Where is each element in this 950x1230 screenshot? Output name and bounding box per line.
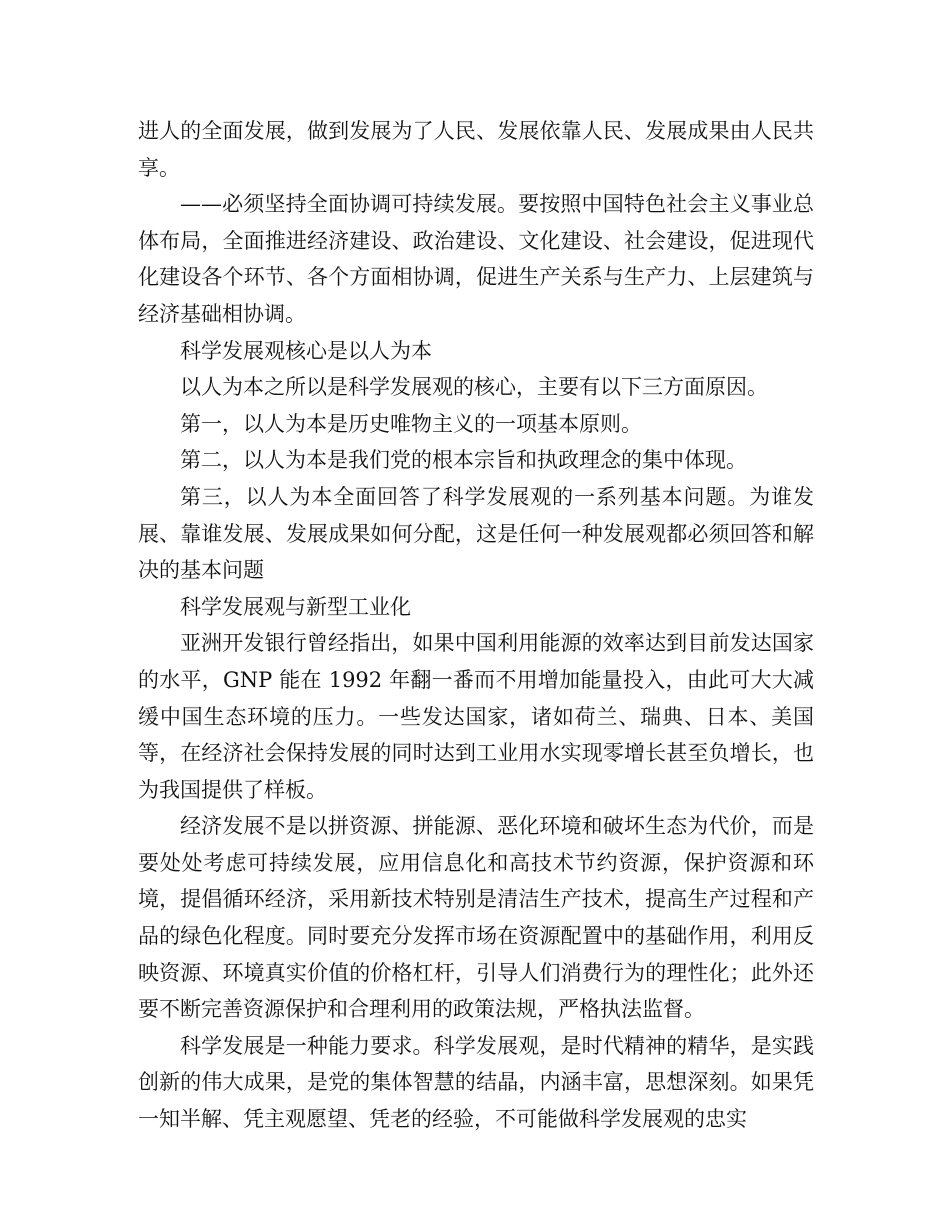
paragraph-reason-two: 第二，以人为本是我们党的根本宗旨和执政理念的集中体现。 [180,448,747,473]
section-heading-people-oriented: 科学发展观核心是以人为本 [180,338,432,363]
paragraph-three-reasons: 以人为本之所以是科学发展观的核心，主要有以下三方面原因。 [180,375,768,400]
paragraph-sustainable-development: ——必须坚持全面协调可持续发展。要按照中国特色社会主义事业总体布局，全面推进经济建设、政治建设、文化建设、社会建设，促进现代化建设各个环节、各个方面相协调，促进生产关系与生产力、上层建筑与经济基础相协调。 [138,192,814,326]
paragraph-ability-requirement: 科学发展是一种能力要求。科学发展观，是时代精神的精华，是实践创新的伟大成果，是党的集体智慧的结晶，内涵丰富，思想深刻。如果凭一知半解、凭主观愿望、凭老的经验，不可能做科学发展观的忠实 [138,1033,814,1132]
paragraph-adb: 亚洲开发银行曾经指出，如果中国利用能源的效率达到目前发达国家的水平，GNP 能在 1992 年翻一番而不用增加能量投入，由此可大大减缓中国生态环境的压力。一些发达国家，诸如荷兰、瑞典、日本、美国等，在经济社会保持发展的同时达到工业用水实现零增长甚至负增长，也为我国提供了样板。 [138,631,814,802]
paragraph-economic-development: 经济发展不是以拼资源、拼能源、恶化环境和破坏生态为代价，而是要处处考虑可持续发展，应用信息化和高技术节约资源，保护资源和环境，提倡循环经济，采用新技术特别是清洁生产技术，提高生产过程和产品的绿色化程度。同时要充分发挥市场在资源配置中的基础作用，利用反映资源、环境真实价值的价格杠杆，引导人们消费行为的理性化；此外还要不断完善资源保护和合理利用的政策法规，严格执法监督。 [138,814,814,1022]
paragraph-reason-three: 第三，以人为本全面回答了科学发展观的一系列基本问题。为谁发展、靠谁发展、发展成果如何分配，这是任何一种发展观都必须回答和解决的基本问题 [138,484,814,583]
paragraph-reason-one: 第一，以人为本是历史唯物主义的一项基本原则。 [180,411,642,436]
document-body [138,113,814,1138]
paragraph-continuation: 进人的全面发展，做到发展为了人民、发展依靠人民、发展成果由人民共享。 [138,119,814,180]
section-heading-industrialization: 科学发展观与新型工业化 [180,594,411,619]
